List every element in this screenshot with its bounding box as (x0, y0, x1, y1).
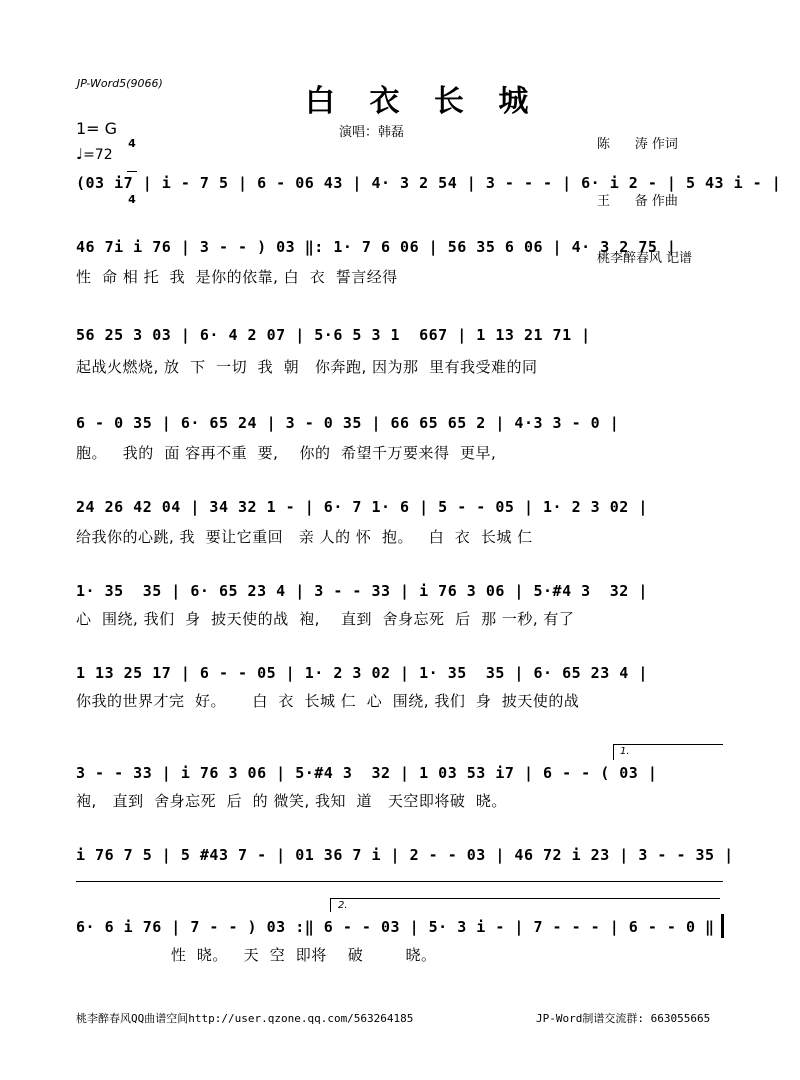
system-2-notes: 46 7i i 76 | 3 - - ) 03 ‖: 1· 7 6 06 | 56 35 6 06 | 4· 3 2 75 | (76, 238, 677, 256)
volta-2-bracket-left (330, 898, 331, 912)
transcriber-credit: 桃李醉春风 记谱 (597, 251, 693, 266)
system-3-notes: 56 25 3 03 | 6· 4 2 07 | 5·6 5 3 1 667 | 1 13 21 71 | (76, 326, 591, 344)
system-6-notes: 1· 35 35 | 6· 65 23 4 | 3 - - 33 | i 76 3 06 | 5·#4 3 32 | (76, 582, 648, 600)
volta-1-bracket (613, 744, 723, 745)
lyricist-credit: 陈 涛 作词 (597, 137, 678, 152)
system-8-notes: 3 - - 33 | i 76 3 06 | 5·#4 3 32 | 1 03 53 i7 | 6 - - ( 03 | (76, 764, 658, 782)
system-4-lyrics: 胞。 我的 面 容再不重 要, 你的 希望千万要来得 更早, (76, 444, 497, 462)
software-label: JP-Word5(9066) (77, 77, 163, 90)
system-7-notes: 1 13 25 17 | 6 - - 05 | 1· 2 3 02 | 1· 35 35 | 6· 65 23 4 | (76, 664, 648, 682)
system-5-lyrics: 给我你的心跳, 我 要让它重回 亲 人的 怀 抱。 白 衣 长城 仁 (76, 528, 533, 546)
system-1-notes: (03 i7 | i - 7 5 | 6 - 06 43 | 4· 3 2 54 | 3 - - - | 6· i 2 - | 5 43 i - | (76, 174, 782, 192)
system-4-notes: 6 - 0 35 | 6· 65 24 | 3 - 0 35 | 66 65 65 2 | 4·3 3 - 0 | (76, 414, 620, 432)
volta-1-bracket-left (613, 744, 614, 760)
footer-left: 桃李醉春风QQ曲谱空间http://user.qzone.qq.com/563264185 (76, 1012, 414, 1025)
singer-credit: 演唱：韩磊 (339, 125, 405, 140)
system-10-notes: 6· 6 i 76 | 7 - - ) 03 :‖ 6 - - 03 | 5· 3 i - | 7 - - - | 6 - - 0 ‖ (76, 918, 715, 936)
tempo-marking (76, 145, 113, 163)
volta-2-bracket (330, 898, 720, 899)
system-8-lyrics: 袍, 直到 舍身忘死 后 的 微笑, 我知 道 天空即将破 晓。 (76, 792, 507, 810)
time-signature (127, 116, 137, 216)
song-title: 白 衣 长 城 (305, 84, 541, 119)
composer-credit: 王 备 作曲 (597, 194, 678, 209)
tempo-value: =72 (83, 147, 113, 163)
system-10-lyrics: 性 晓。 天 空 即将 破 晓。 (76, 946, 437, 964)
system-9-notes: i 76 7 5 | 5 #43 7 - | 01 36 7 i | 2 - - 03 | 46 72 i 23 | 3 - - 35 | (76, 846, 734, 864)
system-2-lyrics: 性 命 相 托 我 是你的依靠, 白 衣 誓言经得 (76, 268, 398, 286)
volta-1-label: 1. (620, 746, 630, 757)
time-signature-top: 4 (128, 137, 136, 150)
time-signature-bottom: 4 (128, 193, 136, 206)
volta-2-label: 2. (338, 900, 348, 911)
system-5-notes: 24 26 42 04 | 34 32 1 - | 6· 7 1· 6 | 5 - - 05 | 1· 2 3 02 | (76, 498, 648, 516)
credits-block (597, 97, 692, 287)
footer-right: JP-Word制谱交流群: 663055665 (536, 1012, 711, 1025)
system-7-lyrics: 你我的世界才完 好。 白 衣 长城 仁 心 围绕, 我们 身 披天使的战 (76, 692, 580, 710)
final-barline (721, 914, 724, 938)
quarter-note-icon: ♩ (76, 145, 84, 163)
system-3-lyrics: 起战火燃烧, 放 下 一切 我 朝 你奔跑, 因为那 里有我受难的同 (76, 358, 538, 376)
volta-1-continuation (76, 881, 723, 882)
key-signature: 1= G (76, 119, 118, 138)
system-6-lyrics: 心 围绕, 我们 身 披天使的战 袍, 直到 舍身忘死 后 那 一秒, 有了 (76, 610, 575, 628)
